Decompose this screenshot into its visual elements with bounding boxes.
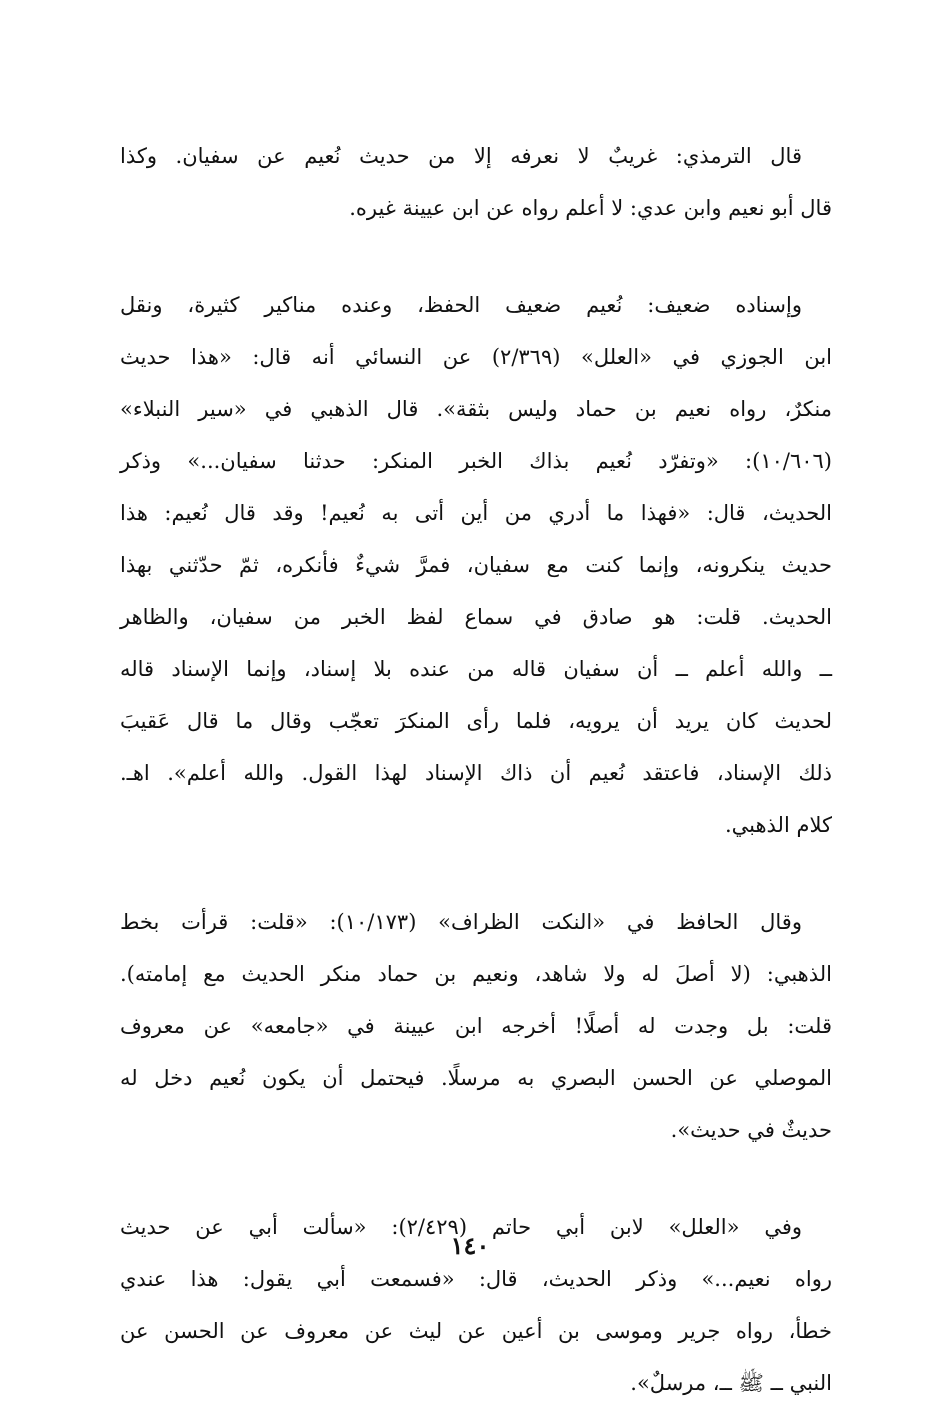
text-line: وقال الحافظ في «النكت الظراف» (١٠/١٧٣): «قلت: قرأت بخط — [120, 910, 802, 934]
text-line: الحديث. قلت: هو صادق في سماع لفظ الخبر من سفيان، والظاهر — [120, 605, 832, 629]
text-line: قلت: بل وجدت له أصلًا! أخرجه ابن عيينة في «جامعه» عن معروف — [120, 1014, 832, 1038]
text-line: الحديث، قال: «فهذا ما أدري من أين أتى به نُعيم! وقد قال نُعيم: هذا — [120, 501, 832, 525]
text-line: الموصلي عن الحسن البصري به مرسلًا. فيحتمل أن يكون نُعيم دخل له — [120, 1066, 832, 1090]
text-line: وفي «العلل» لابن أبي حاتم (٢/٤٢٩): «سألت أبي عن حديث — [120, 1215, 803, 1239]
text-line: كلام الذهبي. — [724, 813, 832, 837]
text-line: ذلك الإسناد، فاعتقد نُعيم أن ذاك الإسناد لهذا القول. والله أعلم». اهـ. — [120, 761, 832, 785]
text-line: النبي ــ ﷺ ــ، مرسلٌ». — [630, 1371, 832, 1395]
text-line: الذهبي: (لا أصلَ له ولا شاهد، ونعيم بن حماد منكر الحديث مع إمامته). — [120, 962, 832, 986]
paragraph-tirmidhi — [120, 130, 832, 234]
text-line: حديث ينكرونه، وإنما كنت مع سفيان، فمرَّ شيءٌ فأنكره، ثمّ حدّثني بهذا — [120, 553, 832, 577]
text-line: لحديث كان يريد أن يرويه، فلما رأى المنكرَ تعجّب وقال ما قال عَقيبَ — [120, 709, 832, 733]
page-number: ١٤٠ — [450, 1231, 490, 1260]
text-line: (١٠/٦٠٦): «وتفرّد نُعيم بذاك الخبر المنكر: حدثنا سفيان...» وذكر — [120, 449, 832, 473]
text-line: قال أبو نعيم وابن عدي: لا أعلم رواه عن ابن عيينة غيره. — [349, 196, 832, 220]
text-line: خطأ، رواه جرير وموسى بن أعين عن ليث عن معروف عن الحسن عن — [120, 1319, 832, 1343]
text-line: ابن الجوزي في «العلل» (٢/٣٦٩) عن النسائي أنه قال: «هذا حديث — [120, 345, 832, 369]
page-body — [120, 130, 832, 1409]
text-line: ــ والله أعلم ــ أن سفيان قاله من عنده بلا إسناد، وإنما الإسناد قاله — [120, 657, 832, 681]
text-line: حديثٌ في حديث». — [670, 1118, 832, 1142]
text-line: وإسناده ضعيف: نُعيم ضعيف الحفظ، وعنده مناكير كثيرة، ونقل — [120, 293, 802, 317]
paragraph-hafiz — [120, 896, 832, 1156]
text-line: رواه نعيم...» وذكر الحديث، قال: «فسمعت أبي يقول: هذا عندي — [120, 1267, 832, 1291]
text-line: قال الترمذي: غريبٌ لا نعرفه إلا من حديث نُعيم عن سفيان. وكذا — [120, 144, 802, 168]
text-line: منكرٌ، رواه نعيم بن حماد وليس بثقة». قال الذهبي في «سير النبلاء» — [120, 397, 832, 421]
paragraph-isnad — [120, 279, 832, 851]
